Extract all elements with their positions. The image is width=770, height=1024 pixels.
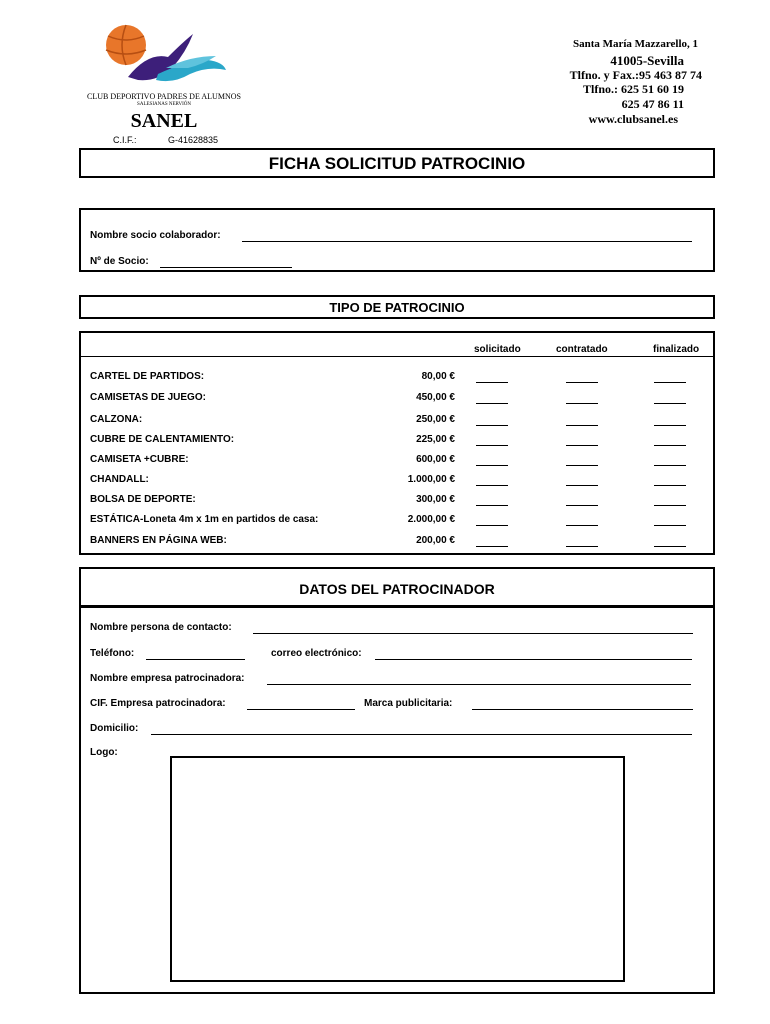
domicilio-field[interactable] — [151, 734, 692, 735]
empresa-label: Nombre empresa patrocinadora: — [90, 673, 245, 684]
tipo-row-price: 600,00 € — [416, 454, 455, 465]
tipo-row-price: 300,00 € — [416, 494, 455, 505]
tipo-row-name: CUBRE DE CALENTAMIENTO: — [90, 434, 235, 445]
tipo-row-price: 80,00 € — [421, 371, 455, 382]
socio-name-label: Nombre socio colaborador: — [90, 230, 221, 241]
tipo-row-price: 450,00 € — [416, 392, 455, 403]
tipo-row-finalizado-field[interactable] — [654, 485, 686, 486]
tipo-row-price: 250,00 € — [416, 414, 455, 425]
tipo-row-contratado-field[interactable] — [566, 403, 598, 404]
tipo-row-finalizado-field[interactable] — [654, 546, 686, 547]
correo-field[interactable] — [375, 659, 692, 660]
club-logo — [98, 22, 228, 86]
marca-label: Marca publicitaria: — [364, 698, 453, 709]
marca-field[interactable] — [472, 709, 693, 710]
tipo-row-name: BOLSA DE DEPORTE: — [90, 494, 196, 505]
tipo-row-contratado-field[interactable] — [566, 485, 598, 486]
tipo-row-solicitado-field[interactable] — [476, 445, 508, 446]
socio-number-field[interactable] — [160, 267, 292, 268]
tipo-row-solicitado-field[interactable] — [476, 525, 508, 526]
tipo-row-contratado-field[interactable] — [566, 505, 598, 506]
contacto-label: Nombre persona de contacto: — [90, 622, 232, 633]
tipo-row-price: 200,00 € — [416, 535, 455, 546]
tipo-heading: TIPO DE PATROCINIO — [329, 300, 465, 315]
tipo-row-finalizado-field[interactable] — [654, 465, 686, 466]
cif-empresa-field[interactable] — [247, 709, 355, 710]
correo-label: correo electrónico: — [271, 648, 362, 659]
tipo-row-name: BANNERS EN PÁGINA WEB: — [90, 535, 227, 546]
address-street: Santa María Mazzarello, 1 — [572, 38, 698, 50]
cif-value: G-41628835 — [168, 135, 219, 145]
tipo-row-solicitado-field[interactable] — [476, 485, 508, 486]
tipo-row-solicitado-field[interactable] — [476, 546, 508, 547]
tipo-row-contratado-field[interactable] — [566, 546, 598, 547]
tipo-row-contratado-field[interactable] — [566, 465, 598, 466]
tipo-row-name: CARTEL DE PARTIDOS: — [90, 371, 205, 382]
tipo-row-name: CALZONA: — [90, 414, 143, 425]
address-phone3: 625 47 86 11 — [621, 97, 684, 111]
page-title: FICHA SOLICITUD PATROCINIO — [268, 154, 526, 173]
tipo-row-finalizado-field[interactable] — [654, 445, 686, 446]
club-name-line: CLUB DEPORTIVO PADRES DE ALUMNOS — [87, 92, 241, 101]
tipo-row-name: CHANDALL: — [90, 474, 149, 485]
tipo-row-price: 1.000,00 € — [407, 474, 455, 485]
tipo-row-finalizado-field[interactable] — [654, 403, 686, 404]
column-solicitado: solicitado — [474, 344, 521, 355]
address-city: 41005-Sevilla — [610, 53, 684, 68]
tipo-row-name: CAMISETAS DE JUEGO: — [90, 392, 206, 403]
datos-header-box — [79, 567, 715, 607]
address-phone2: Tlfno.: 625 51 60 19 — [582, 82, 684, 96]
address-phone-fax: Tlfno. y Fax.:95 463 87 74 — [569, 68, 702, 82]
tipo-row-contratado-field[interactable] — [566, 425, 598, 426]
tipo-row-solicitado-field[interactable] — [476, 465, 508, 466]
telefono-label: Teléfono: — [90, 648, 135, 659]
logo-upload-area[interactable] — [170, 756, 625, 982]
tipo-row-solicitado-field[interactable] — [476, 505, 508, 506]
column-finalizado: finalizado — [653, 344, 700, 355]
tipo-row-name: ESTÁTICA-Loneta 4m x 1m en partidos de casa: — [90, 514, 319, 525]
tipo-header-box — [79, 295, 715, 319]
empresa-field[interactable] — [267, 684, 691, 685]
title-box — [79, 148, 715, 178]
tipo-row-contratado-field[interactable] — [566, 525, 598, 526]
domicilio-label: Domicilio: — [90, 723, 139, 734]
tipo-row-finalizado-field[interactable] — [654, 382, 686, 383]
cif-empresa-label: CIF. Empresa patrocinadora: — [90, 698, 226, 709]
tipo-row-finalizado-field[interactable] — [654, 505, 686, 506]
tipo-row-finalizado-field[interactable] — [654, 425, 686, 426]
tipo-row-finalizado-field[interactable] — [654, 525, 686, 526]
tipo-row-solicitado-field[interactable] — [476, 382, 508, 383]
datos-heading: DATOS DEL PATROCINADOR — [299, 581, 495, 597]
column-contratado: contratado — [556, 344, 608, 355]
socio-name-field[interactable] — [242, 241, 692, 242]
cif-label: C.I.F.: — [113, 135, 137, 145]
address-web: www.clubsanel.es — [588, 112, 678, 126]
tipo-row-price: 2.000,00 € — [407, 514, 455, 525]
logo-label: Logo: — [90, 747, 118, 758]
socio-number-label: Nº de Socio: — [90, 256, 149, 267]
telefono-field[interactable] — [146, 659, 245, 660]
tipo-row-solicitado-field[interactable] — [476, 403, 508, 404]
tipo-row-price: 225,00 € — [416, 434, 455, 445]
tipo-row-name: CAMISETA +CUBRE: — [90, 454, 189, 465]
brand-name: SANEL — [130, 110, 198, 132]
contacto-field[interactable] — [253, 633, 693, 634]
tipo-row-contratado-field[interactable] — [566, 382, 598, 383]
tipo-column-divider — [81, 356, 713, 357]
club-sub-line: SALESIANAS NERVIÓN — [137, 102, 191, 107]
tipo-row-solicitado-field[interactable] — [476, 425, 508, 426]
tipo-row-contratado-field[interactable] — [566, 445, 598, 446]
basketball-icon — [106, 25, 146, 65]
